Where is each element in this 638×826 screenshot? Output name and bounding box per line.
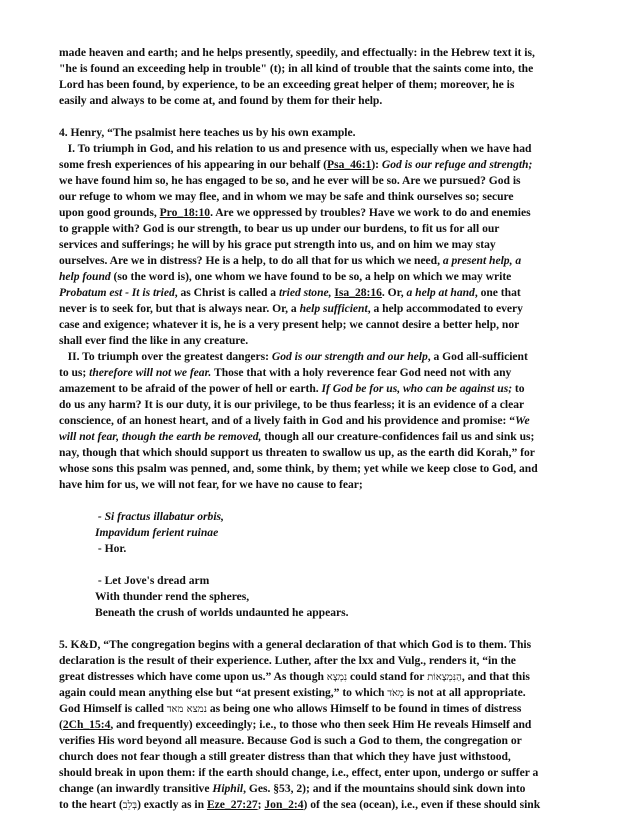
section-heading: 4. Henry, “The psalmist here teaches us by his own example. (59, 126, 356, 139)
text-span: , and that this (461, 670, 530, 683)
text-span: ( (59, 718, 63, 731)
hebrew-word: בְּלֵב (122, 800, 138, 811)
text-line: Lord has been found, by experience, to be an exceeding great helper of them; moreover, he is (59, 78, 515, 91)
text-line (59, 301, 598, 317)
text-line (59, 413, 598, 429)
text-span: though all our creature-confidences fail us and sink us; (261, 430, 535, 443)
text-span: , a help accommodated to every (367, 302, 523, 315)
text-line: verifies His word beyond all measure. Because God is such a God to them, the congregation or (59, 734, 522, 747)
italic-span: will not fear, though the earth be removed, (59, 430, 262, 443)
text-line (59, 253, 598, 269)
verse-line (59, 525, 598, 541)
italic-span: Hiphil (212, 782, 244, 795)
text-span: ourselves. Are we in distress? He is a help, to do all that for us which we need, (59, 254, 443, 267)
section-heading: 5. K&D, “The congregation begins with a general declaration of that which God is to them. This (59, 638, 532, 651)
text-span: ) exactly as in (137, 798, 207, 811)
text-span: change (an inwardly transitive (59, 782, 213, 795)
scripture-link-jon[interactable]: Jon_2:4 (264, 798, 304, 811)
text-line: services and sufferings; he will by his grace put strength into us, and on him we may stay (59, 238, 496, 251)
text-line: made heaven and earth; and he helps presently, speedily, and effectually: in the Hebrew text it is, (59, 46, 535, 59)
text-span: II. To triumph over the greatest dangers: (59, 350, 272, 363)
text-span: ): (371, 158, 382, 171)
text-line: our refuge to whom we may flee, and in whom we may be safe and think ourselves so; secure (59, 190, 514, 203)
text-line: shall ever find the like in any creature. (59, 334, 249, 347)
text-line (59, 381, 598, 397)
text-span: is not at all appropriate. (403, 686, 526, 699)
text-line: we have found him so, he has engaged to be so, and he ever will be so. Are we pursued? God is (59, 174, 521, 187)
scripture-link-eze[interactable]: Eze_27:27 (206, 798, 258, 811)
italic-span: If God be for us, who can be against us; (321, 382, 513, 395)
text-line (59, 797, 598, 813)
italic-span: God is our strength and our help (271, 350, 428, 363)
scripture-link-pro[interactable]: Pro_18:10 (159, 206, 211, 219)
verse-attribution: - Hor. (95, 542, 127, 555)
text-span: , a God all-sufficient (427, 350, 528, 363)
text-line (59, 205, 598, 221)
italic-span: We (515, 414, 530, 427)
text-line: easily and always to be come at, and found by them for their help. (59, 94, 383, 107)
text-line: I. To triumph in God, and his relation to us and presence with us, especially when we have had (59, 142, 532, 155)
hebrew-word: נִמְצָא (326, 672, 348, 683)
text-span: conscience, of an honest heart, and of a lively faith in God and his providence and promise: “ (59, 414, 516, 427)
hebrew-word: נמצא מאד (166, 704, 207, 715)
text-line (59, 429, 598, 445)
hebrew-word: מְאֹד (387, 688, 404, 699)
text-line: declaration is the result of their experience. Luther, after the lxx and Vulg., renders it, “in the (59, 654, 516, 667)
scripture-link-2ch[interactable]: 2Ch_15:4 (62, 718, 111, 731)
italic-span: help sufficient (299, 302, 368, 315)
text-line: have him for us, we will not fear, for we have no cause to fear; (59, 478, 363, 491)
quoted-verse-latin (59, 509, 598, 557)
text-line: "he is found an exceeding help in trouble" (t); in all kind of trouble that the saints come into, the (59, 62, 534, 75)
italic-span: - Si fractus illabatur orbis, (95, 510, 224, 523)
italic-span: tried stone, (278, 286, 332, 299)
text-span: . Are we oppressed by troubles? Have we work to do and enemies (210, 206, 531, 219)
text-span: could stand for (347, 670, 428, 683)
text-span: again could mean anything else but “at present existing,” to which (59, 686, 388, 699)
quoted-verse-english (59, 573, 598, 621)
verse-line: - Let Jove's dread arm (95, 574, 210, 587)
text-line (59, 269, 598, 285)
text-line: do us any harm? It is our duty, it is our privilege, to be thus fearless; it is an evidence of a clear (59, 398, 525, 411)
text-span: , and frequently) exceedingly; i.e., to those who then seek Him He reveals Himself and (110, 718, 532, 731)
italic-span: help found (59, 270, 111, 283)
text-span: Those that with a holy reverence fear God need not with any (211, 366, 512, 379)
text-span: to us; (59, 366, 90, 379)
italic-span: a help at hand (406, 286, 475, 299)
text-line (59, 157, 598, 173)
verse-line: Beneath the crush of worlds undaunted he appears. (95, 606, 349, 619)
text-span: God Himself is called (59, 702, 167, 715)
scripture-link-isa[interactable]: Isa_28:16 (334, 286, 382, 299)
text-span: some fresh experiences of his appearing in our behalf ( (59, 158, 328, 171)
text-line (59, 717, 598, 733)
text-line: to grapple with? God is our strength, to bear us up under our burdens, to fit us for all our (59, 222, 500, 235)
text-line (59, 781, 598, 797)
text-span: never is to seek for, but that is always near. Or, a (59, 302, 300, 315)
text-line: case and exigence; whatever it is, he is a very present help; we cannot desire a better help, nor (59, 318, 520, 331)
hebrew-word: הַנִּמְצָאוֹת (427, 672, 462, 683)
paragraph-kd (59, 637, 598, 813)
italic-span: therefore will not we fear. (89, 366, 212, 379)
text-line: church does not fear though a still greater distress than that which they have just withstood, (59, 750, 511, 763)
italic-span: Probatum est - It is tried (59, 286, 175, 299)
text-span: , one that (474, 286, 521, 299)
text-line (59, 285, 598, 301)
text-line: should break in upon them: if the earth should change, i.e., effect, enter upon, undergo or suffer a (59, 766, 539, 779)
verse-line: With thunder rend the spheres, (95, 590, 250, 603)
text-span: as being one who allows Himself to be found in times of distress (206, 702, 522, 715)
text-span: to the heart ( (59, 798, 123, 811)
text-span: great distresses which have come upon us.” As though (59, 670, 327, 683)
text-span: to (512, 382, 525, 395)
paragraph-henry (59, 125, 598, 493)
text-span: ; (257, 798, 265, 811)
text-line: nay, though that which should support us threaten to swallow us up, as the earth did Korah,” for (59, 446, 535, 459)
italic-span: God is our refuge and strength; (381, 158, 533, 171)
text-line (59, 701, 598, 717)
scripture-link-psa[interactable]: Psa_46:1 (327, 158, 372, 171)
text-span: upon good grounds, (59, 206, 160, 219)
italic-span: a present help, a (442, 254, 522, 267)
text-line (59, 365, 598, 381)
verse-line (59, 509, 598, 525)
text-span: , as Christ is called a (174, 286, 279, 299)
text-span: . Or, (381, 286, 407, 299)
text-line (59, 685, 598, 701)
text-span: amazement to be afraid of the power of hell or earth. (59, 382, 322, 395)
text-span: (so the word is), one whom we have found to be so, a help on which we may write (110, 270, 512, 283)
italic-span: Impavidum ferient ruinae (95, 526, 219, 539)
paragraph-intro (59, 45, 598, 109)
text-line: whose sons this psalm was penned, and, some think, by them; yet while we keep close to God, and (59, 462, 538, 475)
text-span: , Ges. §53, 2); and if the mountains should sink down into (243, 782, 526, 795)
text-span: ) of the sea (ocean), i.e., even if these should sink (303, 798, 541, 811)
text-line (59, 669, 598, 685)
text-line (59, 349, 598, 365)
